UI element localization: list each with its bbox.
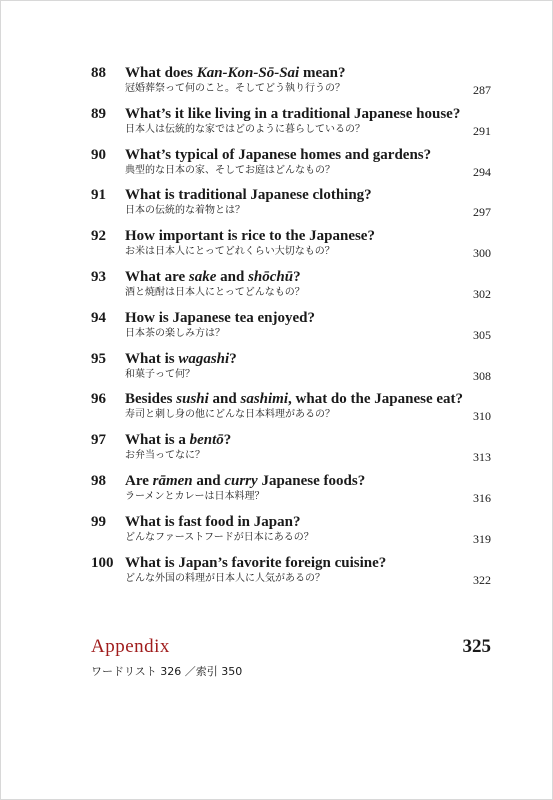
- toc-entry[interactable]: [91, 389, 491, 430]
- toc-entry-number: 93: [91, 268, 106, 285]
- toc-entry-title: [125, 145, 431, 165]
- toc-entry-title-italic: wagashi: [178, 350, 230, 367]
- toc-entry-page-number: 287: [473, 83, 491, 97]
- toc-entry-title-text: Besides: [125, 391, 177, 408]
- toc-entry-title: [125, 308, 315, 328]
- toc-entry-number: 89: [91, 105, 106, 122]
- toc-entry-title-italic: rāmen: [152, 472, 193, 489]
- toc-entry[interactable]: [91, 512, 491, 553]
- toc-entry-number: 99: [91, 513, 106, 530]
- toc-entry-title: [125, 389, 463, 409]
- toc-entry-title-text: What is a: [125, 432, 190, 449]
- toc-entry-title: [125, 185, 372, 205]
- toc-entry-number: 88: [91, 65, 106, 81]
- toc-entry-title-text: , what do the Japanese eat?: [288, 391, 464, 408]
- toc-entry-page-number: 319: [473, 531, 491, 546]
- toc-entry-title-text: What is Japan’s favorite foreign cuisine?: [125, 554, 387, 571]
- appendix-subtitle: ワードリスト 326 ／索引 350: [91, 665, 243, 678]
- toc-entry-title: [125, 267, 301, 287]
- toc-entry-page-number: 322: [473, 572, 491, 587]
- toc-entry-page-number: 308: [473, 368, 491, 383]
- toc-entry-page-number: 305: [473, 327, 491, 342]
- toc-entry-number: 94: [91, 309, 106, 326]
- appendix-title: Appendix: [91, 636, 170, 657]
- toc-entry-subtitle: 日本人は伝統的な家ではどのように暮らしているの？: [125, 123, 365, 135]
- toc-entry[interactable]: [91, 308, 491, 349]
- toc-entry-title-text: What is fast food in Japan?: [125, 513, 301, 530]
- toc-entry-page-number: 313: [473, 450, 491, 465]
- toc-entry-subtitle: お米は日本人にとってどれくらい大切なもの？: [125, 246, 335, 258]
- toc-entry-title: [125, 512, 300, 532]
- toc-entry-title: [125, 226, 375, 246]
- toc-entry-title-text: ?: [229, 350, 237, 367]
- toc-entry-page-number: 291: [473, 123, 491, 138]
- toc-entry-page-number: 300: [473, 246, 491, 261]
- toc-entry-title-text: and: [208, 391, 241, 408]
- toc-entry-number: 90: [91, 146, 106, 163]
- toc-entry-subtitle: ラーメンとカレーは日本料理？: [125, 490, 265, 502]
- toc-entry-page-number: 310: [473, 409, 491, 424]
- appendix-heading[interactable]: [91, 635, 491, 665]
- toc-entry-title-italic: sushi: [176, 391, 209, 408]
- table-of-contents: [91, 63, 491, 593]
- toc-entry-title: [125, 471, 365, 491]
- toc-entry-title-text: How important is rice to the Japanese?: [125, 228, 375, 245]
- toc-entry-subtitle: 日本の伝統的な着物とは？: [125, 205, 245, 217]
- toc-entry-subtitle: 酒と焼酎は日本人にとってどんなもの？: [125, 286, 305, 298]
- toc-entry-title-italic: shōchū: [248, 268, 294, 285]
- toc-entry-title-italic: curry: [224, 472, 258, 489]
- toc-entry[interactable]: [91, 349, 491, 390]
- toc-entry-number: 92: [91, 228, 106, 245]
- toc-entry-title-italic: Kan-Kon-Sō-Sai: [196, 65, 300, 81]
- toc-entry-page-number: 294: [473, 164, 491, 179]
- toc-entry[interactable]: [91, 471, 491, 512]
- toc-entry-title-text: ?: [293, 268, 301, 285]
- toc-entry-title: [125, 104, 460, 124]
- toc-entry-title-text: and: [216, 268, 249, 285]
- toc-entry-title: [125, 63, 345, 83]
- toc-entry-number: 100: [91, 554, 114, 571]
- toc-entry[interactable]: [91, 104, 491, 145]
- toc-entry-title-text: mean?: [299, 65, 346, 81]
- toc-entry-title-text: What is: [125, 350, 179, 367]
- toc-entry-title-italic: sake: [188, 268, 217, 285]
- toc-entry-title-text: What does: [125, 65, 197, 81]
- toc-entry-title-text: What’s typical of Japanese homes and gardens?: [125, 146, 432, 163]
- toc-entry-title: [125, 553, 386, 573]
- toc-entry-page-number: 316: [473, 490, 491, 505]
- toc-entry-subtitle: どんなファーストフードが日本にあるの？: [125, 531, 314, 543]
- toc-entry-title-text: Are: [125, 472, 153, 489]
- toc-entry-title-text: What are: [125, 268, 189, 285]
- toc-entry-number: 91: [91, 187, 106, 204]
- toc-entry-title-text: What is traditional Japanese clothing?: [125, 187, 372, 204]
- toc-entry-subtitle: どんな外国の料理が日本人に人気があるの？: [125, 572, 325, 584]
- toc-entry-title-text: Japanese foods?: [257, 472, 366, 489]
- toc-entry-title: [125, 430, 231, 450]
- toc-entry-number: 97: [91, 432, 106, 449]
- toc-entry-title-text: What’s it like living in a traditional Japanese house?: [125, 105, 461, 122]
- toc-entry-title-text: and: [192, 472, 225, 489]
- toc-entry-subtitle: 和菓子って何？: [125, 368, 195, 380]
- toc-entry-title-text: How is Japanese tea enjoyed?: [125, 309, 315, 326]
- toc-entry-page-number: 297: [473, 205, 491, 220]
- toc-entry[interactable]: [91, 145, 491, 186]
- toc-entry[interactable]: [91, 226, 491, 267]
- toc-entry-title-text: ?: [223, 432, 232, 449]
- toc-entry-subtitle: 典型的な日本の家、そしてお庭はどんなもの？: [125, 164, 335, 176]
- toc-entry[interactable]: [91, 185, 491, 226]
- toc-entry-subtitle: 寿司と刺し身の他にどんな日本料理があるの？: [125, 409, 335, 421]
- toc-entry-subtitle: 日本茶の楽しみ方は？: [125, 327, 225, 339]
- toc-entry-number: 98: [91, 472, 106, 489]
- toc-entry-number: 96: [91, 391, 106, 408]
- toc-entry[interactable]: [91, 553, 491, 594]
- toc-entry-subtitle: お弁当ってなに？: [125, 450, 205, 462]
- appendix-page-number: 325: [462, 636, 491, 657]
- toc-entry-number: 95: [91, 350, 106, 367]
- toc-entry-title: [125, 349, 237, 369]
- toc-entry[interactable]: [91, 63, 491, 104]
- toc-entry-page-number: 302: [473, 286, 491, 301]
- toc-entry[interactable]: [91, 267, 491, 308]
- toc-entry-subtitle: 冠婚葬祭って何のこと。そしてどう執り行うの？: [125, 83, 345, 94]
- toc-entry[interactable]: [91, 430, 491, 471]
- toc-entry-title-italic: sashimi: [240, 391, 289, 408]
- toc-entry-title-italic: bentō: [189, 432, 224, 449]
